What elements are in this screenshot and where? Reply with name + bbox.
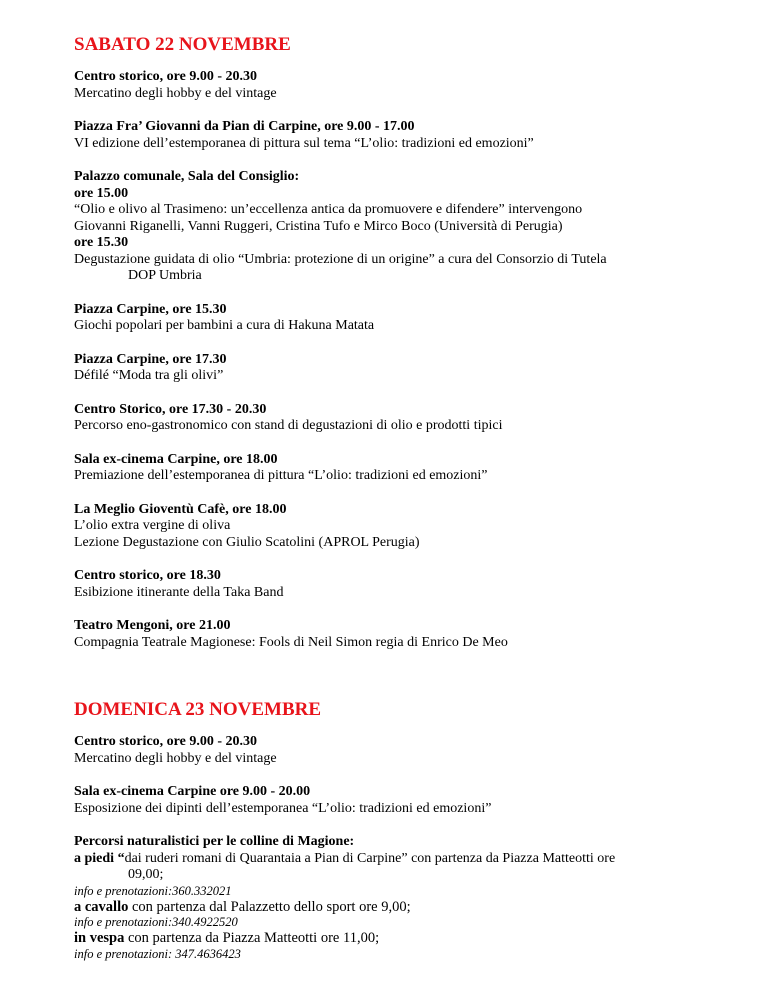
event-time: ore 15.30 xyxy=(74,235,129,250)
event-item xyxy=(74,119,728,152)
event-location: Centro Storico, ore 17.30 - 20.30 xyxy=(74,401,267,417)
route-description: con partenza da Piazza Matteotti ore 11,00; xyxy=(124,930,380,946)
event-location: Percorsi naturalistici per le colline di Magione: xyxy=(74,834,355,849)
event-item xyxy=(74,452,728,485)
route-info: info e prenotazioni:340.4922520 xyxy=(74,915,238,929)
route-description: 09,00; xyxy=(128,867,164,882)
event-description: Lezione Degustazione con Giulio Scatolini (APROL Perugia) xyxy=(74,534,420,550)
event-item xyxy=(74,302,728,335)
event-location: Sala ex-cinema Carpine ore 9.00 - 20.00 xyxy=(74,784,311,799)
event-description: Compagnia Teatrale Magionese: Fools di Neil Simon regia di Enrico De Meo xyxy=(74,634,508,650)
event-location-separator: , ore 18.00 xyxy=(225,501,287,517)
route-description: con partenza dal Palazzetto dello sport ore 9,00; xyxy=(128,898,411,915)
day-title-sunday: DOMENICA 23 NOVEMBRE xyxy=(74,699,322,720)
route-info: info e prenotazioni:360.332021 xyxy=(74,883,232,898)
event-description: Esibizione itinerante della Taka Band xyxy=(74,584,284,600)
route-label-foot: a piedi “ xyxy=(74,850,125,866)
event-item xyxy=(74,568,728,601)
event-location: Piazza Carpine, ore 17.30 xyxy=(74,351,227,367)
event-description: L’olio extra vergine di oliva xyxy=(74,518,231,533)
event-description: DOP Umbria xyxy=(128,268,202,283)
event-item xyxy=(74,502,728,552)
event-item xyxy=(74,734,728,767)
event-location: Centro storico, ore 9.00 - 20.30 xyxy=(74,734,257,749)
event-description: “Olio e olivo al Trasimeno: un’eccellenza antica da promuovere e difendere” intervengono xyxy=(74,202,583,217)
event-location: Piazza Carpine, ore 15.30 xyxy=(74,301,227,317)
event-item xyxy=(74,618,728,651)
event-location-separator: , ore 9.00 - 17.00 xyxy=(317,119,415,134)
event-description: Degustazione guidata di olio “Umbria: protezione di un origine” a cura del Consorzio di Tutela xyxy=(74,251,607,267)
event-time: ore 15.00 xyxy=(74,185,129,201)
event-location: Centro storico, ore 18.30 xyxy=(74,568,221,583)
day-title-saturday: SABATO 22 NOVEMBRE xyxy=(74,34,291,55)
event-location: Sala ex-cinema Carpine, ore 18.00 xyxy=(74,451,278,467)
event-description: Premiazione dell’estemporanea di pittura “L’olio: tradizioni ed emozioni” xyxy=(74,468,488,483)
event-item xyxy=(74,352,728,385)
event-item xyxy=(74,169,728,285)
event-description: VI edizione dell’estemporanea di pittura sul tema “L’olio: tradizioni ed emozioni” xyxy=(74,135,534,151)
event-description: Mercatino degli hobby e del vintage xyxy=(74,85,277,101)
event-description: Esposizione dei dipinti dell’estemporanea “L’olio: tradizioni ed emozioni” xyxy=(74,800,492,816)
event-description: Défilé “Moda tra gli olivi” xyxy=(74,368,224,383)
route-label-horse: a cavallo xyxy=(74,898,129,915)
event-description: Mercatino degli hobby e del vintage xyxy=(74,750,277,766)
event-item xyxy=(74,69,728,102)
event-item xyxy=(74,402,728,435)
event-item xyxy=(74,834,728,962)
route-info: info e prenotazioni: 347.4636423 xyxy=(74,946,241,961)
event-location: Teatro Mengoni, ore 21.00 xyxy=(74,618,231,633)
event-location: Centro storico, ore 9.00 - 20.30 xyxy=(74,69,257,84)
event-location: La Meglio Gioventù Cafè xyxy=(74,501,226,517)
route-label-vespa: in vespa xyxy=(74,930,125,946)
event-location: Palazzo comunale, Sala del Consiglio: xyxy=(74,169,300,184)
event-description: Percorso eno-gastronomico con stand di degustazioni di olio e prodotti tipici xyxy=(74,418,503,433)
route-description: dai ruderi romani di Quarantaia a Pian di Carpine” con partenza da Piazza Matteotti ore xyxy=(124,850,616,866)
event-item xyxy=(74,784,728,817)
event-description: Giochi popolari per bambini a cura di Hakuna Matata xyxy=(74,318,375,333)
event-location: Piazza Fra’ Giovanni da Pian di Carpine xyxy=(74,119,318,134)
event-description: Giovanni Riganelli, Vanni Ruggeri, Cristina Tufo e Mirco Boco (Università di Perugia) xyxy=(74,218,563,234)
